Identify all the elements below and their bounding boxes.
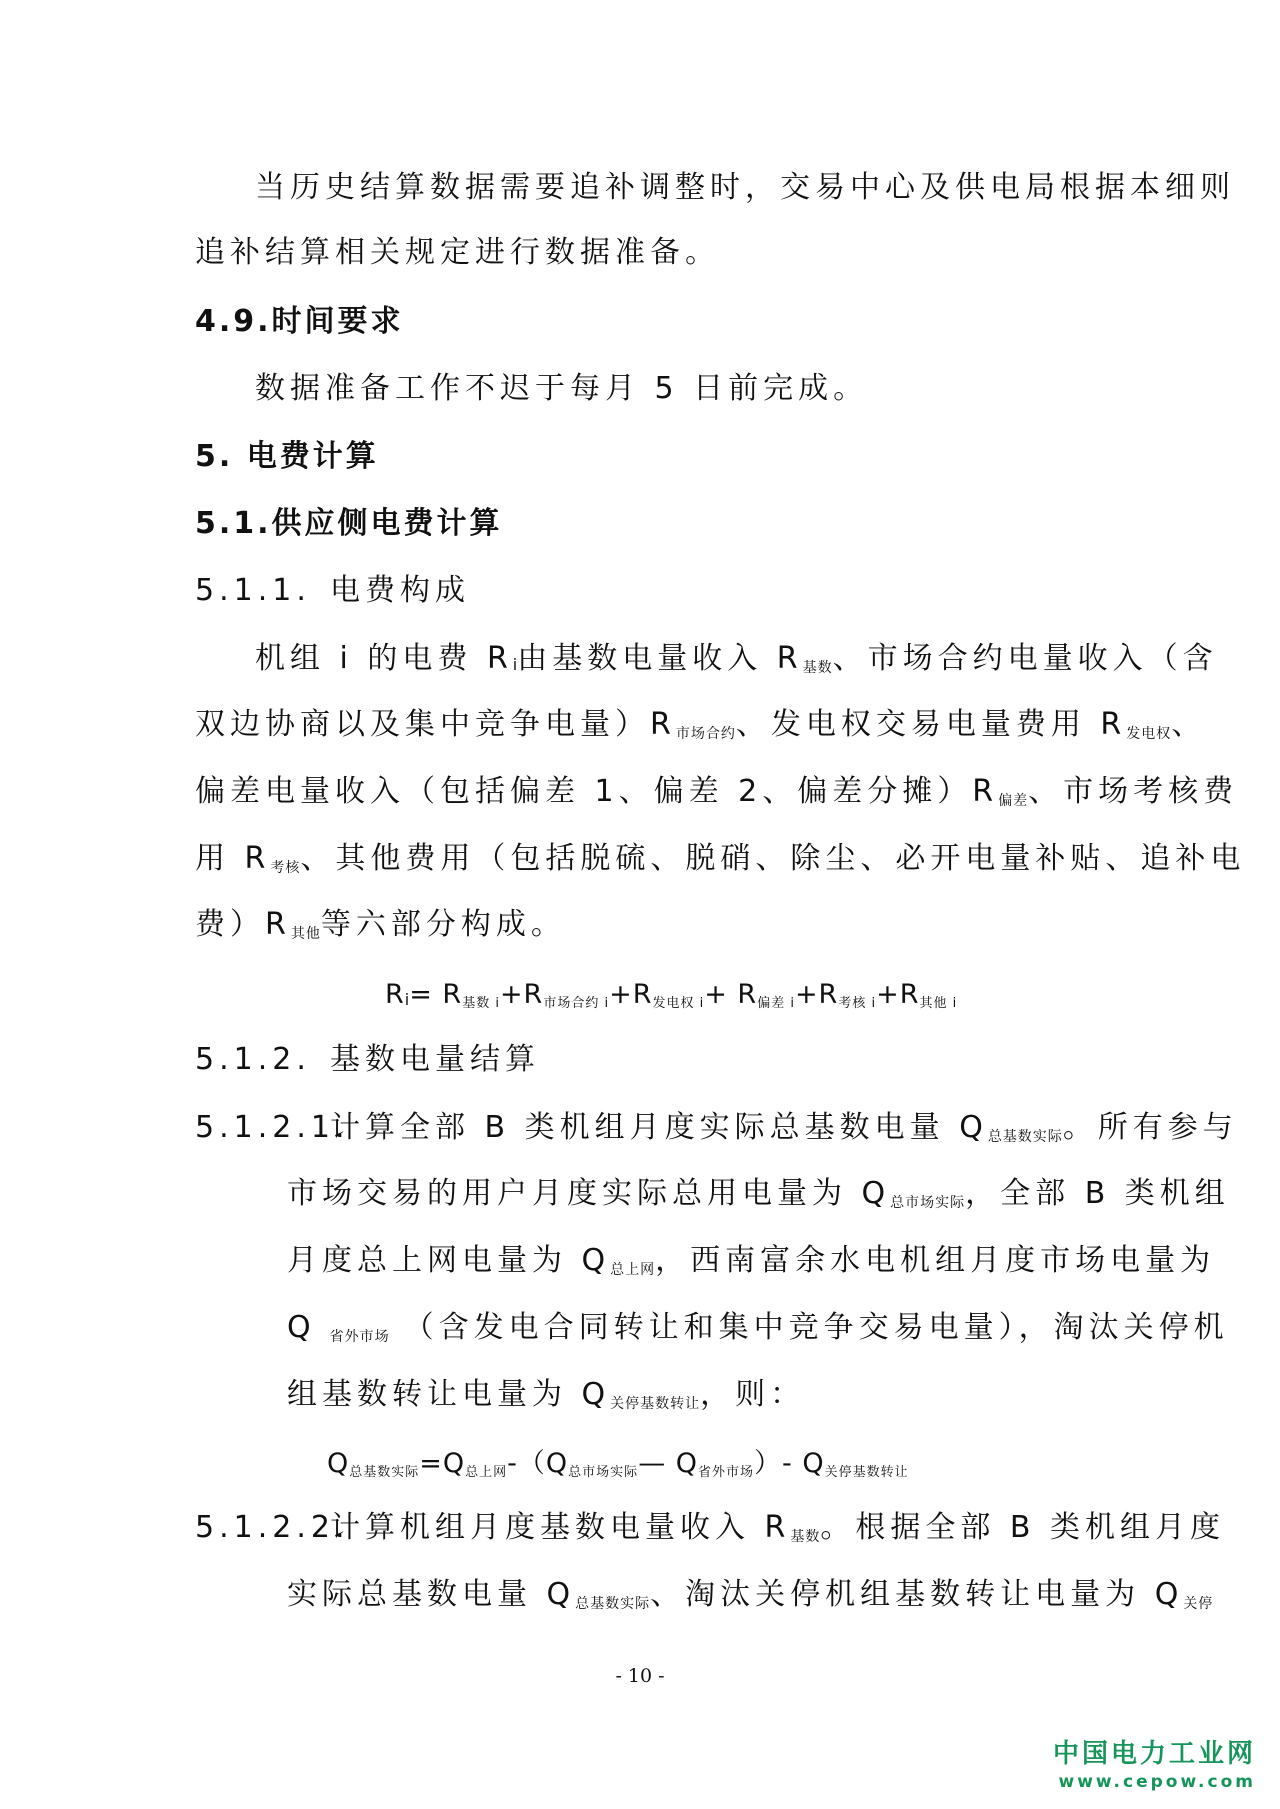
section-heading-5-1-2: 5.1.2. 基数电量结算: [195, 1042, 540, 1077]
paragraph-line: Q $_{省外市场}$ （含发电合同转让和集中竞争交易电量），淘汰关停机: [287, 1310, 1229, 1345]
paragraph-line: 组基数转让电量为 $Q_{关停基数转让}$，则：: [287, 1377, 806, 1412]
formula-revenue: $Ri= R_{基数 i}+R_{市场合约 i}+R_{发电权 i}+ R_{偏差 i}+R_{考核 i}+R_{其他 i}$: [385, 979, 958, 1011]
watermark-site-name: 中国电力工业网: [1052, 1739, 1256, 1769]
paragraph-line: 偏差电量收入（包括偏差 1、偏差 2、偏差分摊）$R_{偏差}$、市场考核费: [195, 774, 1239, 809]
page-number: - 10 -: [615, 1665, 665, 1687]
paragraph-line: 数据准备工作不迟于每月 5 日前完成。: [255, 371, 869, 406]
paragraph-line: 当历史结算数据需要追补调整时，交易中心及供电局根据本细则: [255, 170, 1235, 205]
paragraph-line: 月度总上网电量为 $Q_{总上网}$，西南富余水电机组月度市场电量为: [287, 1243, 1216, 1278]
paragraph-line: 费）$R_{其他}$等六部分构成。: [195, 907, 566, 942]
section-heading-5-1: 5.1.供应侧电费计算: [195, 506, 503, 541]
paragraph-line: 市场交易的用户月度实际总用电量为 $Q_{总市场实际}$，全部 B 类机组: [287, 1176, 1230, 1211]
paragraph-line: 追补结算相关规定进行数据准备。: [195, 235, 720, 270]
paragraph-line: 机组 i 的电费 Ri由基数电量收入 $R_{基数}$、市场合约电量收入（含: [255, 641, 1218, 676]
watermark-site-url: www.cepow.com: [1058, 1772, 1256, 1792]
paragraph-line: 用 $R_{考核}$、其他费用（包括脱硫、脱硝、除尘、必开电量补贴、追补电: [195, 841, 1246, 876]
paragraph-line: 实际总基数电量 $Q_{总基数实际}$、淘汰关停机组基数转让电量为 $Q_{关停}$: [287, 1577, 1214, 1612]
section-heading-5: 5. 电费计算: [195, 439, 379, 474]
section-heading-4-9: 4.9.时间要求: [195, 304, 404, 339]
paragraph-line: 5.1.2.1. 计算全部 B 类机组月度实际总基数电量 $Q_{总基数实际}$。所有参与: [195, 1110, 1238, 1145]
section-heading-5-1-1: 5.1.1. 电费构成: [195, 573, 470, 608]
formula-base-quantity: $Q_{总基数实际}=Q_{总上网}-(Q_{总市场实际}—$ $Q_{省外市场})-$ $Q_{关停基数转让}$: [327, 1448, 909, 1480]
paragraph-line: 双边协商以及集中竞争电量）$R_{市场合约}$、发电权交易电量费用 $R_{发电权}$、: [195, 707, 1207, 742]
paragraph-line: 5.1.2.2. 计算机组月度基数电量收入 $R_{基数}$。根据全部 B 类机组月度: [195, 1510, 1226, 1545]
